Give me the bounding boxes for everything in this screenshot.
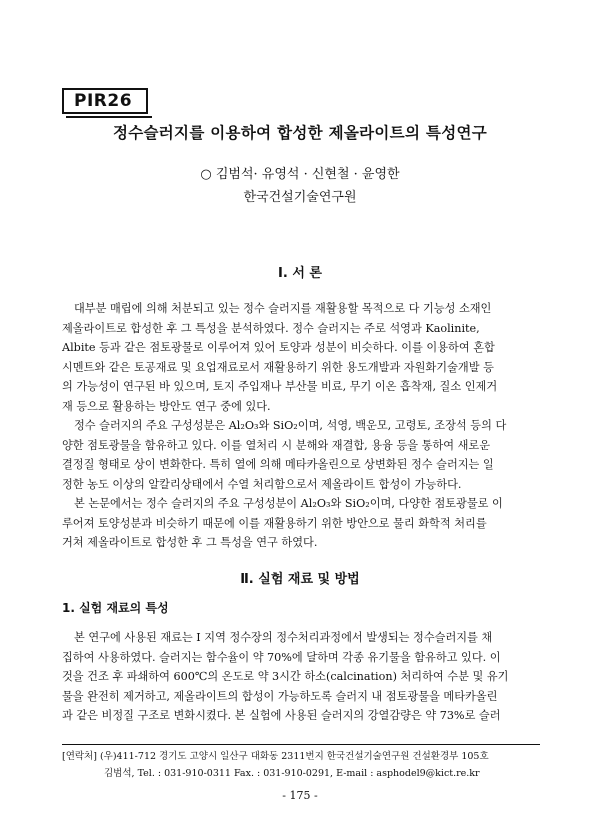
text-line: 거쳐 제올라이트로 합성한 후 그 특성을 연구 하였다. [62, 536, 318, 549]
intro-paragraph-3 [62, 494, 540, 553]
text-line: Albite 등과 같은 점토광물로 이루어져 있어 토양과 성분이 비슷하다. 이를 이용하여 혼합 [62, 341, 495, 354]
subsection-heading-materials: 1. 실험 재료의 특성 [62, 601, 169, 615]
text-line: 제올라이트로 합성한 후 그 특성을 분석하였다. 정수 슬러지는 주로 석영과 Kaolinite, [62, 321, 480, 335]
section-heading-introduction: Ⅰ. 서 론 [278, 266, 322, 281]
text-line: 물을 완전히 제거하고, 제올라이트의 합성이 가능하도록 슬러지 내 점토광물을 메타카올린 [62, 689, 498, 703]
text-line: 대부분 매립에 의해 처분되고 있는 정수 슬러지를 재활용할 목적으로 다 기능성 소재인 [74, 302, 492, 315]
text-line: 본 연구에 사용된 재료는 I 지역 정수장의 정수처리과정에서 발생되는 정수슬러지를 채 [74, 631, 493, 644]
text-line: 시멘트와 같은 토공재료 및 요업재료로서 재활용하기 위한 용도개발과 자원화기술개발 등 [62, 360, 494, 374]
intro-paragraph-1 [62, 299, 540, 416]
text-line: 의 가능성이 연구된 바 있으며, 토지 주입재나 부산물 비료, 무기 이온 흡착재, 질소 인제거 [62, 380, 498, 393]
text-line: 집하여 사용하였다. 슬러지는 함수율이 약 70%에 달하며 각종 유기물을 함유하고 있다. 이 [62, 650, 501, 664]
text-line: 본 논문에서는 정수 슬러지의 주요 구성성분이 Al₂O₃와 SiO₂이며, 다양한 점토광물로 이 [74, 497, 503, 510]
paper-title: 정수슬러지를 이용하여 합성한 제올라이트의 특성연구 [112, 124, 488, 142]
author-list: ○ 김범석· 유영석 · 신현철 · 윤영한 [200, 167, 400, 182]
text-line: 루어져 토양성분과 비슷하기 때문에 이를 재활용하기 위한 방안으로 물리 화학적 처리를 [62, 516, 487, 530]
materials-body [62, 628, 540, 726]
text-line: 것을 건조 후 파쇄하여 600℃의 온도로 약 3시간 하소(calcination) 처리하여 수분 및 유기 [62, 670, 509, 683]
footer-divider [62, 744, 540, 745]
footer-contact-address: [연락처] (우)411-712 경기도 고양시 일산구 대화동 2311번지 한국건설기술연구원 건설환경부 105호 [62, 751, 489, 762]
text-line: 정한 농도 이상의 알칼리상태에서 수열 처리함으로서 제올라이트 합성이 가능하다. [62, 477, 462, 491]
page-number: - 175 - [282, 789, 318, 802]
affiliation: 한국건설기술연구원 [243, 190, 357, 205]
section-heading-methods: Ⅱ. 실험 재료 및 방법 [240, 572, 360, 587]
text-line: 양한 점토광물을 함유하고 있다. 이를 열처리 시 분해와 재결합, 용융 등을 통하여 새로운 [62, 438, 491, 452]
introduction-body [62, 299, 540, 553]
text-line: 정수 슬러지의 주요 구성성분은 Al₂O₃와 SiO₂이며, 석영, 백운모, 고령토, 조장석 등의 다 [74, 419, 507, 432]
paper-code-box: PIR26 [62, 88, 148, 114]
text-line: 과 같은 비정질 구조로 변화시켰다. 본 실험에 사용된 슬러지의 강열감량은 약 73%로 슬러 [62, 709, 501, 722]
text-line: 재 등으로 활용하는 방안도 연구 중에 있다. [62, 399, 271, 413]
footer-contact-person: 김범석, Tel. : 031-910-0311 Fax. : 031-910-0291, E-mail : asphodel9@kict.re.kr [104, 768, 480, 779]
intro-paragraph-2 [62, 416, 540, 494]
text-line: 결정질 형태로 상이 변화한다. 특히 열에 의해 메타카올린으로 상변화된 정수 슬러지는 일 [62, 458, 494, 471]
